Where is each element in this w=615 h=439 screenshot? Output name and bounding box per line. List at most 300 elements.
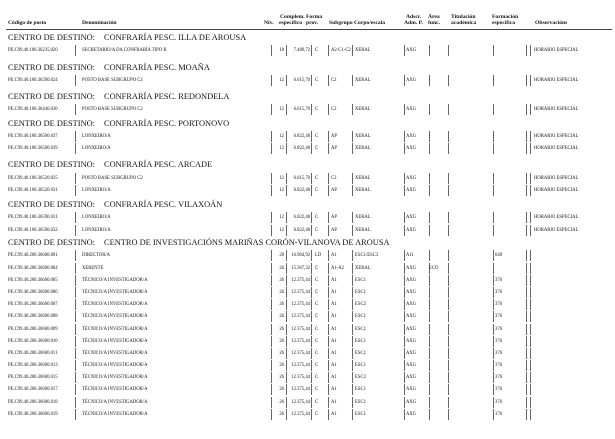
column-divider bbox=[429, 324, 430, 335]
centre-heading bbox=[8, 63, 210, 72]
cell-sub: AP bbox=[331, 188, 337, 193]
cell-forma: C bbox=[315, 107, 319, 112]
cell-den: TÉCNICO/A INVESTIGADOR/A bbox=[82, 314, 148, 319]
cell-corpo: ESC1 bbox=[355, 278, 366, 283]
cell-form: 376 bbox=[495, 387, 503, 392]
column-divider bbox=[429, 372, 430, 383]
column-divider bbox=[311, 131, 312, 142]
column-divider bbox=[404, 131, 405, 142]
table-row bbox=[8, 384, 608, 395]
column-divider bbox=[493, 173, 494, 184]
column-divider bbox=[404, 45, 405, 56]
column-divider bbox=[404, 324, 405, 335]
column-divider bbox=[328, 311, 329, 322]
table-row bbox=[8, 397, 608, 408]
cell-sub: A1 bbox=[331, 375, 337, 380]
cell-niv: 26 bbox=[279, 278, 284, 283]
column-divider bbox=[404, 75, 405, 86]
cell-sub: AP bbox=[331, 134, 337, 139]
column-divider bbox=[286, 131, 287, 142]
column-divider bbox=[526, 299, 527, 310]
column-divider bbox=[448, 324, 449, 335]
column-divider bbox=[404, 384, 405, 395]
header-area-top: Área bbox=[428, 14, 440, 20]
column-divider bbox=[286, 185, 287, 196]
cell-sub: A1 bbox=[331, 278, 337, 283]
column-divider bbox=[75, 263, 76, 274]
column-divider bbox=[286, 275, 287, 286]
table-row bbox=[8, 360, 608, 371]
column-divider bbox=[448, 409, 449, 420]
column-divider bbox=[271, 173, 272, 184]
column-divider bbox=[328, 275, 329, 286]
column-divider bbox=[493, 372, 494, 383]
header-codigo: Código de posto bbox=[8, 20, 47, 26]
column-divider bbox=[328, 131, 329, 142]
cell-code: PE.C99.40.200.36600.010 bbox=[8, 339, 58, 344]
cell-corpo: ESC1 bbox=[355, 314, 366, 319]
column-divider bbox=[271, 185, 272, 196]
column-divider bbox=[75, 372, 76, 383]
cell-area: ECO bbox=[429, 266, 439, 271]
column-divider bbox=[526, 263, 527, 274]
column-divider bbox=[448, 287, 449, 298]
column-divider bbox=[404, 173, 405, 184]
cell-niv: 12 bbox=[279, 228, 284, 233]
centre-label: CENTRO DE DESTINO: bbox=[8, 119, 96, 128]
column-divider bbox=[429, 409, 430, 420]
column-divider bbox=[286, 212, 287, 223]
cell-comp: 12.375,44 bbox=[291, 327, 310, 332]
cell-adsc: AXG bbox=[406, 302, 417, 307]
cell-code: PE.C99.40.100.36590.032 bbox=[8, 228, 58, 233]
centre-name: CONFRARÍA PESC. ARCADE bbox=[104, 160, 213, 169]
cell-comp: 6.822,48 bbox=[293, 188, 310, 193]
cell-obs: HORARIO ESPECIAL bbox=[534, 176, 579, 181]
column-divider bbox=[75, 324, 76, 335]
cell-sub: AP bbox=[331, 215, 337, 220]
centre-name: CENTRO DE INVESTIGACIÓNS MARIÑAS CORÓN-VILANOVA DE AROUSA bbox=[104, 238, 390, 247]
column-divider bbox=[429, 311, 430, 322]
column-divider bbox=[328, 372, 329, 383]
cell-den: TÉCNICO/A INVESTIGADOR/A bbox=[82, 278, 148, 283]
column-divider bbox=[286, 263, 287, 274]
column-divider bbox=[311, 173, 312, 184]
column-divider bbox=[286, 299, 287, 310]
column-divider bbox=[429, 348, 430, 359]
column-divider bbox=[493, 143, 494, 154]
cell-den: POSTO BASE SUBGRUPO C2 bbox=[82, 176, 143, 181]
column-divider bbox=[530, 225, 531, 236]
cell-corpo: ESC1 bbox=[355, 351, 366, 356]
column-divider bbox=[328, 263, 329, 274]
column-divider bbox=[286, 250, 287, 261]
cell-adsc: AXG bbox=[406, 278, 417, 283]
column-divider bbox=[404, 311, 405, 322]
cell-den: TÉCNICO/A INVESTIGADOR/A bbox=[82, 400, 148, 405]
column-divider bbox=[311, 311, 312, 322]
column-divider bbox=[526, 397, 527, 408]
cell-code: PE.C99.40.200.36600.009 bbox=[8, 327, 58, 332]
centre-name: CONFRARÍA PESC. PORTONOVO bbox=[104, 119, 230, 128]
cell-den: XERENTE bbox=[82, 266, 104, 271]
column-divider bbox=[328, 45, 329, 56]
column-divider bbox=[271, 384, 272, 395]
header-titulacion-top: Titulación bbox=[451, 14, 476, 20]
cell-comp: 6.822,48 bbox=[293, 146, 310, 151]
column-divider bbox=[328, 336, 329, 347]
cell-code: PE.C99.40.100.36500.037 bbox=[8, 134, 58, 139]
centre-label: CENTRO DE DESTINO: bbox=[8, 92, 96, 101]
column-divider bbox=[448, 311, 449, 322]
column-divider bbox=[328, 287, 329, 298]
centre-label: CENTRO DE DESTINO: bbox=[8, 238, 96, 247]
cell-forma: LD bbox=[315, 253, 322, 258]
table-row bbox=[8, 263, 608, 274]
cell-forma: C bbox=[315, 302, 319, 307]
column-divider bbox=[530, 143, 531, 154]
column-divider bbox=[75, 287, 76, 298]
column-divider bbox=[429, 360, 430, 371]
cell-den: TÉCNICO/A INVESTIGADOR/A bbox=[82, 302, 148, 307]
cell-form: 376 bbox=[495, 363, 503, 368]
table-row bbox=[8, 173, 608, 184]
cell-den: TÉCNICO/A INVESTIGADOR/A bbox=[82, 387, 148, 392]
column-divider bbox=[75, 275, 76, 286]
column-divider bbox=[429, 143, 430, 154]
cell-corpo: ESC1 bbox=[355, 412, 366, 417]
table-row bbox=[8, 299, 608, 310]
column-divider bbox=[448, 75, 449, 86]
cell-form: 376 bbox=[495, 314, 503, 319]
column-divider bbox=[404, 275, 405, 286]
cell-comp: 12.375,44 bbox=[291, 339, 310, 344]
column-divider bbox=[286, 409, 287, 420]
table-row bbox=[8, 225, 608, 236]
cell-adsc: AXG bbox=[406, 290, 417, 295]
cell-forma: C bbox=[315, 400, 319, 405]
cell-adsc: AXG bbox=[406, 327, 417, 332]
cell-corpo: ESC1 bbox=[355, 339, 366, 344]
cell-niv: 12 bbox=[279, 215, 284, 220]
cell-niv: 18 bbox=[279, 48, 284, 53]
cell-adsc: AXG bbox=[406, 176, 417, 181]
column-divider bbox=[311, 336, 312, 347]
column-divider bbox=[75, 143, 76, 154]
cell-den: TÉCNICO/A INVESTIGADOR/A bbox=[82, 351, 148, 356]
cell-niv: 12 bbox=[279, 134, 284, 139]
cell-forma: C bbox=[315, 146, 319, 151]
cell-sub: A1 bbox=[331, 290, 337, 295]
column-divider bbox=[328, 348, 329, 359]
cell-adsc: AXG bbox=[406, 400, 417, 405]
column-divider bbox=[271, 45, 272, 56]
column-divider bbox=[429, 104, 430, 115]
column-divider bbox=[448, 384, 449, 395]
cell-niv: 26 bbox=[279, 412, 284, 417]
column-divider bbox=[404, 360, 405, 371]
column-divider bbox=[429, 287, 430, 298]
column-divider bbox=[271, 360, 272, 371]
table-row bbox=[8, 104, 608, 115]
cell-sub: C2 bbox=[331, 176, 337, 181]
cell-comp: 12.375,44 bbox=[291, 290, 310, 295]
table-row bbox=[8, 75, 608, 86]
cell-corpo: XERAL bbox=[355, 215, 371, 220]
cell-sub: A1 bbox=[331, 314, 337, 319]
column-divider bbox=[286, 287, 287, 298]
column-divider bbox=[311, 287, 312, 298]
header-forma-top: Forma bbox=[306, 14, 323, 20]
header-forma-bottom: prov. bbox=[306, 20, 319, 26]
cell-sub: A2-C1-C2 bbox=[331, 48, 351, 53]
column-divider bbox=[311, 263, 312, 274]
cell-niv: 26 bbox=[279, 327, 284, 332]
header-subgrupo: Subgrupo bbox=[329, 20, 353, 26]
cell-forma: C bbox=[315, 387, 319, 392]
cell-den: TÉCNICO/A INVESTIGADOR/A bbox=[82, 375, 148, 380]
table-row bbox=[8, 45, 608, 56]
column-divider bbox=[493, 336, 494, 347]
cell-comp: 6.615,70 bbox=[293, 107, 310, 112]
column-divider bbox=[530, 250, 531, 261]
column-divider bbox=[404, 263, 405, 274]
cell-adsc: AXG bbox=[406, 188, 417, 193]
cell-comp: 12.375,44 bbox=[291, 363, 310, 368]
centre-label: CENTRO DE DESTINO: bbox=[8, 63, 96, 72]
cell-comp: 15.367,32 bbox=[291, 266, 310, 271]
column-divider bbox=[530, 311, 531, 322]
column-divider bbox=[429, 397, 430, 408]
cell-sub: A1 bbox=[331, 339, 337, 344]
column-divider bbox=[286, 336, 287, 347]
column-divider bbox=[286, 225, 287, 236]
table-row bbox=[8, 336, 608, 347]
cell-den: TÉCNICO/A INVESTIGADOR/A bbox=[82, 339, 148, 344]
cell-corpo: ESC1 bbox=[355, 290, 366, 295]
column-divider bbox=[271, 263, 272, 274]
table-row bbox=[8, 250, 608, 261]
column-divider bbox=[526, 336, 527, 347]
column-divider bbox=[493, 409, 494, 420]
column-divider bbox=[448, 45, 449, 56]
column-divider bbox=[286, 324, 287, 335]
cell-comp: 6.822,48 bbox=[293, 215, 310, 220]
cell-form: 376 bbox=[495, 278, 503, 283]
column-divider bbox=[75, 397, 76, 408]
cell-corpo: ESC1 bbox=[355, 400, 366, 405]
column-divider bbox=[530, 299, 531, 310]
header-formacion-bottom: específica bbox=[492, 20, 515, 26]
centre-heading bbox=[8, 238, 390, 247]
column-divider bbox=[271, 212, 272, 223]
column-divider bbox=[526, 225, 527, 236]
column-divider bbox=[404, 185, 405, 196]
column-divider bbox=[404, 409, 405, 420]
column-divider bbox=[271, 324, 272, 335]
column-divider bbox=[328, 185, 329, 196]
cell-forma: C bbox=[315, 228, 319, 233]
column-divider bbox=[530, 324, 531, 335]
table-row bbox=[8, 311, 608, 322]
table-row bbox=[8, 143, 608, 154]
column-divider bbox=[328, 250, 329, 261]
cell-adsc: AXG bbox=[406, 48, 417, 53]
column-divider bbox=[404, 336, 405, 347]
cell-comp: 12.375,44 bbox=[291, 400, 310, 405]
cell-code: PE.C99.40.100.36500.039 bbox=[8, 146, 58, 151]
cell-form: 376 bbox=[495, 327, 503, 332]
column-divider bbox=[328, 212, 329, 223]
column-divider bbox=[75, 131, 76, 142]
header-observacions: Observacións bbox=[535, 20, 568, 26]
cell-code: PE.C99.40.100.36520.031 bbox=[8, 188, 58, 193]
cell-den: SECRETARIO/A DA CONFRARÍA TIPO B bbox=[82, 48, 167, 53]
cell-forma: C bbox=[315, 215, 319, 220]
cell-den: POSTO BASE SUBGRUPO C2 bbox=[82, 78, 143, 83]
cell-corpo: ESC1 bbox=[355, 387, 366, 392]
cell-code: PE.C99.40.200.36600.013 bbox=[8, 363, 58, 368]
column-divider bbox=[404, 250, 405, 261]
cell-niv: 12 bbox=[279, 78, 284, 83]
cell-corpo: XERAL bbox=[355, 146, 371, 151]
centre-name: CONFRARÍA PESC. REDONDELA bbox=[104, 92, 230, 101]
column-divider bbox=[526, 185, 527, 196]
cell-niv: 26 bbox=[279, 363, 284, 368]
cell-corpo: XERAL bbox=[355, 107, 371, 112]
column-divider bbox=[271, 336, 272, 347]
column-divider bbox=[530, 263, 531, 274]
column-divider bbox=[448, 143, 449, 154]
cell-sub: A1 bbox=[331, 387, 337, 392]
column-divider bbox=[328, 173, 329, 184]
centre-name: CONFRARÍA PESC. VILAXOÁN bbox=[104, 200, 223, 209]
column-divider bbox=[404, 397, 405, 408]
column-divider bbox=[493, 225, 494, 236]
cell-code: PE.C99.40.200.36600.018 bbox=[8, 400, 58, 405]
column-divider bbox=[271, 348, 272, 359]
column-divider bbox=[448, 275, 449, 286]
column-divider bbox=[311, 360, 312, 371]
centre-label: CENTRO DE DESTINO: bbox=[8, 160, 96, 169]
column-divider bbox=[493, 250, 494, 261]
cell-adsc: AXG bbox=[406, 146, 417, 151]
cell-comp: 6.822,48 bbox=[293, 134, 310, 139]
column-divider bbox=[493, 360, 494, 371]
column-divider bbox=[328, 143, 329, 154]
column-divider bbox=[311, 409, 312, 420]
cell-forma: C bbox=[315, 290, 319, 295]
column-divider bbox=[75, 409, 76, 420]
column-divider bbox=[429, 336, 430, 347]
column-divider bbox=[526, 104, 527, 115]
column-divider bbox=[526, 45, 527, 56]
cell-adsc: AXG bbox=[406, 266, 417, 271]
column-divider bbox=[526, 131, 527, 142]
table-row bbox=[8, 372, 608, 383]
column-divider bbox=[271, 287, 272, 298]
cell-forma: C bbox=[315, 78, 319, 83]
centre-name: CONFRARÍA PESC. MOAÑA bbox=[104, 63, 210, 72]
cell-comp: 12.375,44 bbox=[291, 302, 310, 307]
column-divider bbox=[448, 185, 449, 196]
column-divider bbox=[75, 104, 76, 115]
cell-niv: 12 bbox=[279, 146, 284, 151]
header-area-bottom: func. bbox=[428, 20, 440, 26]
centre-heading bbox=[8, 33, 246, 42]
column-divider bbox=[526, 360, 527, 371]
column-divider bbox=[271, 409, 272, 420]
cell-forma: C bbox=[315, 351, 319, 356]
cell-form: 376 bbox=[495, 412, 503, 417]
column-divider bbox=[493, 324, 494, 335]
cell-form: 640 bbox=[495, 253, 503, 258]
column-divider bbox=[404, 104, 405, 115]
column-divider bbox=[311, 299, 312, 310]
cell-niv: 12 bbox=[279, 188, 284, 193]
cell-sub: AP bbox=[331, 228, 337, 233]
cell-sub: A1 bbox=[331, 351, 337, 356]
column-divider bbox=[429, 45, 430, 56]
cell-niv: 26 bbox=[279, 351, 284, 356]
cell-niv: 12 bbox=[279, 107, 284, 112]
column-divider bbox=[286, 348, 287, 359]
cell-adsc: AXG bbox=[406, 215, 417, 220]
column-divider bbox=[493, 299, 494, 310]
header-denominacion: Denominación bbox=[82, 20, 117, 26]
column-divider bbox=[448, 250, 449, 261]
column-divider bbox=[328, 409, 329, 420]
column-divider bbox=[328, 75, 329, 86]
column-divider bbox=[429, 384, 430, 395]
cell-comp: 12.375,44 bbox=[291, 387, 310, 392]
column-divider bbox=[429, 212, 430, 223]
column-divider bbox=[328, 397, 329, 408]
cell-niv: 26 bbox=[279, 302, 284, 307]
cell-comp: 6.822,48 bbox=[293, 228, 310, 233]
cell-corpo: ESC3 bbox=[355, 375, 366, 380]
column-divider bbox=[448, 372, 449, 383]
cell-sub: A1 bbox=[331, 302, 337, 307]
column-divider bbox=[448, 360, 449, 371]
cell-adsc: AXG bbox=[406, 134, 417, 139]
cell-den: LONXEIRO/A bbox=[82, 188, 111, 193]
cell-comp: 12.375,44 bbox=[291, 278, 310, 283]
cell-forma: C bbox=[315, 266, 319, 271]
column-divider bbox=[271, 299, 272, 310]
cell-den: LONXEIRO/A bbox=[82, 134, 111, 139]
column-divider bbox=[271, 275, 272, 286]
cell-niv: 26 bbox=[279, 387, 284, 392]
column-divider bbox=[286, 397, 287, 408]
cell-code: PE.C99.40.200.36600.001 bbox=[8, 253, 58, 258]
column-divider bbox=[271, 75, 272, 86]
cell-corpo: XERAL bbox=[355, 228, 371, 233]
column-divider bbox=[530, 173, 531, 184]
cell-form: 376 bbox=[495, 400, 503, 405]
table-row bbox=[8, 185, 608, 196]
column-divider bbox=[530, 409, 531, 420]
cell-sub: A1-A2 bbox=[331, 266, 345, 271]
cell-den: POSTO BASE SUBGRUPO C2 bbox=[82, 107, 143, 112]
cell-form: 376 bbox=[495, 375, 503, 380]
table-row bbox=[8, 275, 608, 286]
cell-form: 376 bbox=[495, 302, 503, 307]
centre-name: CONFRARÍA PESC. ILLA DE AROUSA bbox=[104, 33, 247, 42]
column-divider bbox=[493, 348, 494, 359]
table-row bbox=[8, 348, 608, 359]
column-divider bbox=[286, 372, 287, 383]
